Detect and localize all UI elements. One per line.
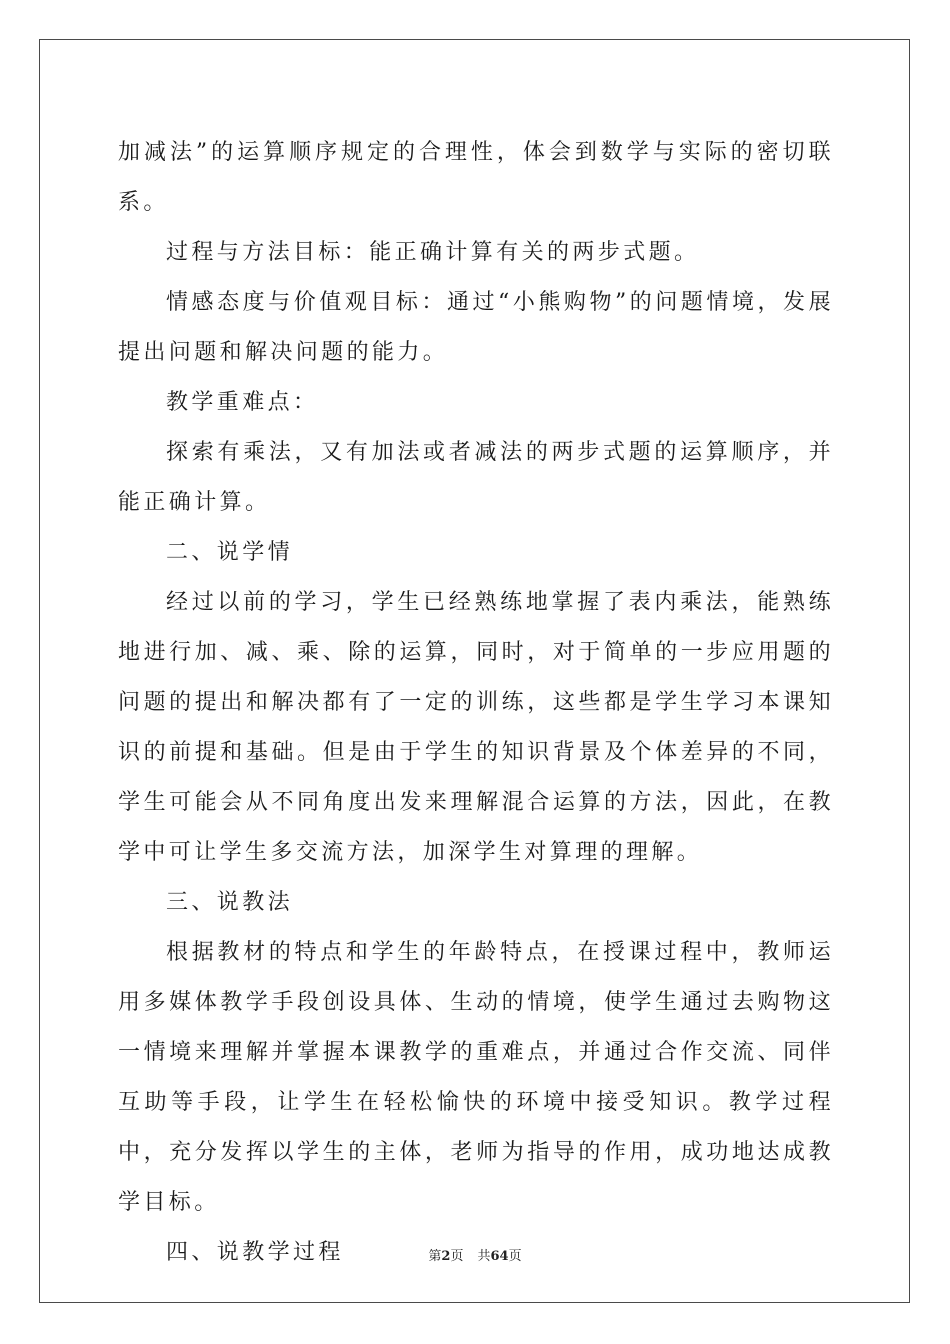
section-heading: 四、说教学过程 [166, 1240, 344, 1265]
paragraph: 教学重难点： [166, 390, 319, 415]
footer-total-suffix: 页 [508, 1249, 522, 1264]
document-body [118, 128, 834, 1278]
footer-prefix: 第 [428, 1249, 442, 1264]
paragraph: 探索有乘法，又有加法或者减法的两步式题的运算顺序，并能正确计算。 [118, 440, 834, 515]
paragraph: 加减法”的运算顺序规定的合理性，体会到数学与实际的密切联系。 [118, 140, 834, 215]
footer-total-prefix: 共 [477, 1249, 491, 1264]
section-heading: 二、说学情 [166, 540, 294, 565]
page-footer [0, 1245, 950, 1264]
paragraph: 过程与方法目标：能正确计算有关的两步式题。 [166, 240, 700, 265]
footer-page-suffix: 页 [450, 1249, 464, 1264]
paragraph: 根据教材的特点和学生的年龄特点，在授课过程中，教师运用多媒体教学手段创设具体、生动的情境，使学生通过去购物这一情境来理解并掌握本课教学的重难点，并通过合作交流、同伴互助等手段，让学生在轻松愉快的环境中接受知识。教学过程中，充分发挥以学生的主体，老师为指导的作用，成功地达成教学目标。 [118, 940, 834, 1215]
paragraph: 经过以前的学习，学生已经熟练地掌握了表内乘法，能熟练地进行加、减、乘、除的运算，同时，对于简单的一步应用题的问题的提出和解决都有了一定的训练，这些都是学生学习本课知识的前提和基础。但是由于学生的知识背景及个体差异的不同，学生可能会从不同角度出发来理解混合运算的方法，因此，在教学中可让学生多交流方法，加深学生对算理的理解。 [118, 590, 834, 865]
current-page-number: 2 [441, 1249, 451, 1264]
total-pages-number: 64 [490, 1249, 509, 1264]
section-heading: 三、说教法 [166, 890, 294, 915]
paragraph: 情感态度与价值观目标：通过“小熊购物”的问题情境，发展提出问题和解决问题的能力。 [118, 290, 834, 365]
